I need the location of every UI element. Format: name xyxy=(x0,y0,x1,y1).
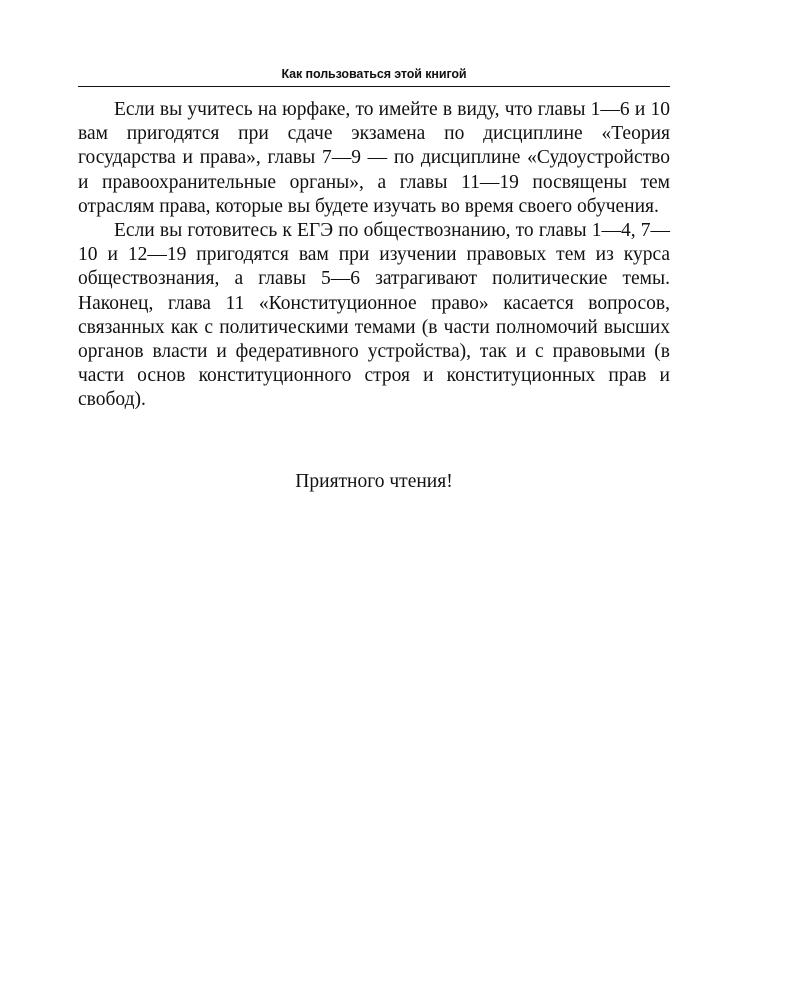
paragraph: Если вы учитесь на юрфаке, то имейте в виду, что главы 1—6 и 10 вам пригодятся при сдаче экзамена по дисциплине «Теория государства и права», главы 7—9 — по дисциплине «Судоустройство и правоохранительные органы», а главы 11—19 посвящены тем отраслям права, которые вы будете изучать во время своего обучения. xyxy=(78,99,670,217)
closing-line: Приятного чтения! xyxy=(295,471,453,492)
body-text xyxy=(78,98,670,413)
paragraph: Если вы готовитесь к ЕГЭ по обществознанию, то главы 1—4, 7—10 и 12—19 пригодятся вам при изучении правовых тем из курса обществознания, а главы 5—6 затрагивают политические темы. Наконец, глава 11 «Конституционное право» касается вопросов, связанных как с политическими темами (в части полномочий высших органов власти и федеративного устройства), так и с правовыми (в части основ конституционного строя и конституционных прав и свобод). xyxy=(78,220,670,411)
running-header: Как пользоваться этой книгой xyxy=(281,67,467,81)
header-divider xyxy=(78,86,670,87)
